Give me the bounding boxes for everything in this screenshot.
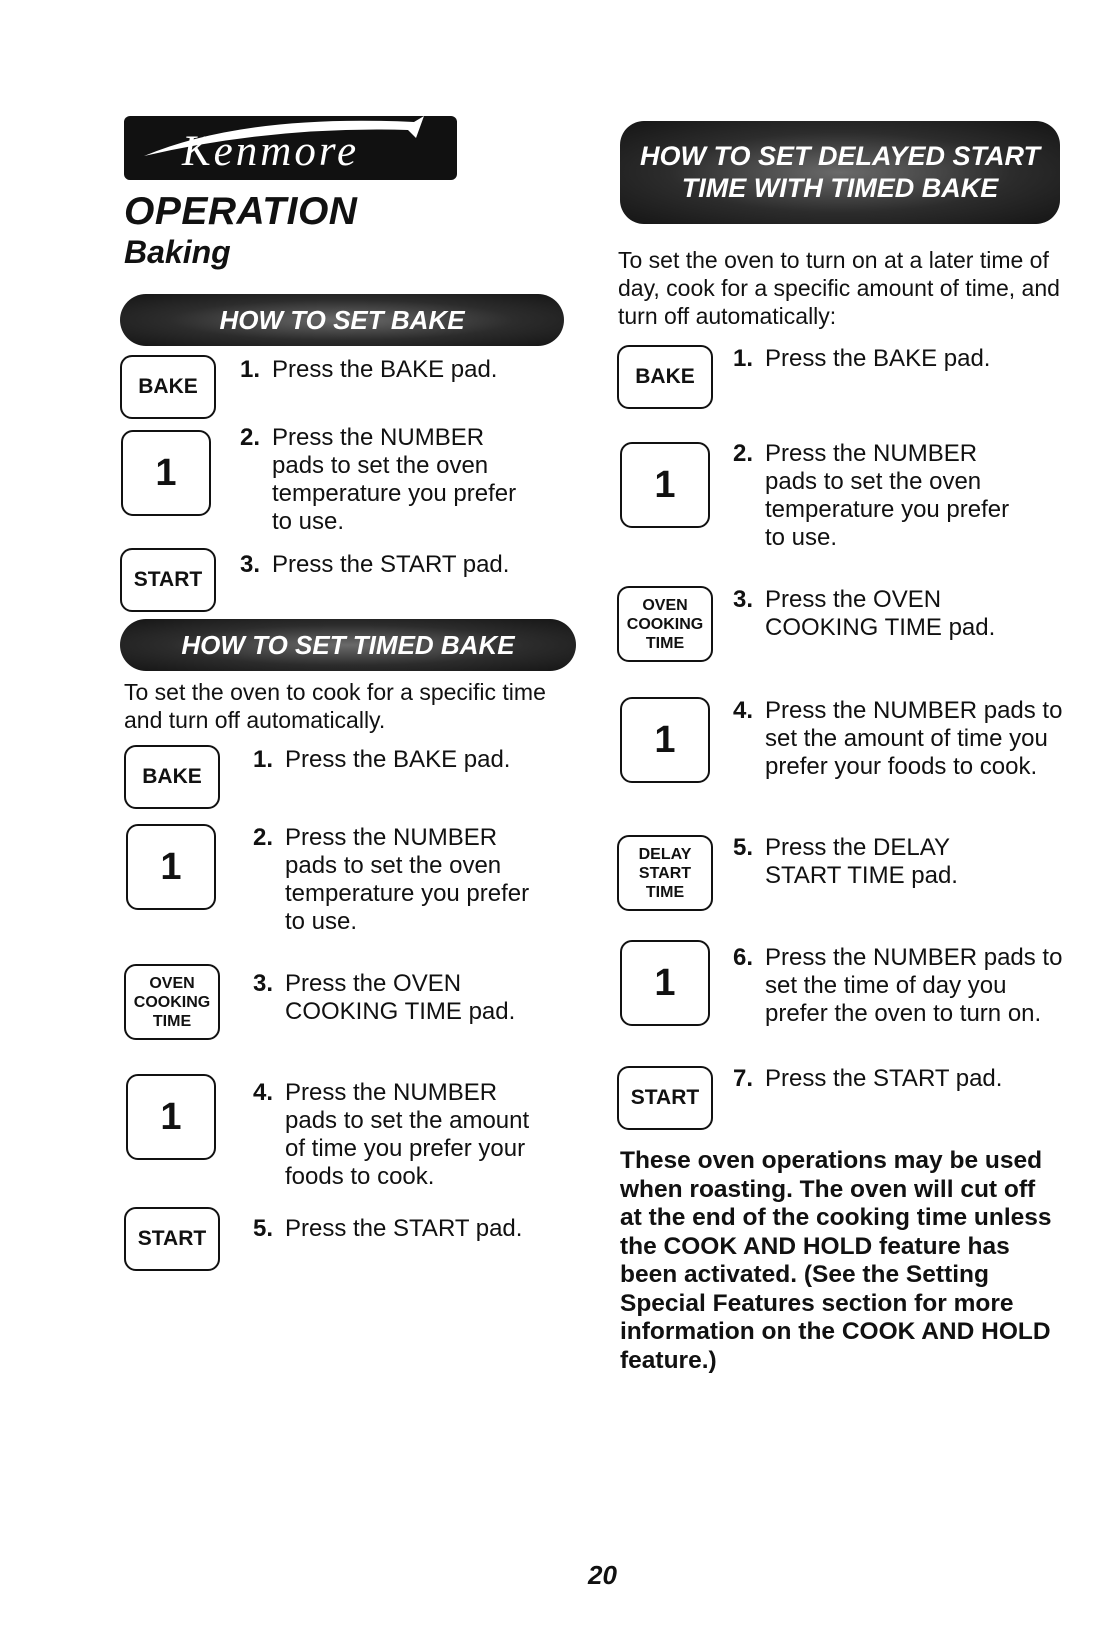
- step-number: 4.: [253, 1079, 274, 1106]
- step-number: 1.: [240, 356, 261, 383]
- delayed-start-banner: HOW TO SET DELAYED START TIME WITH TIMED BAKE: [620, 121, 1060, 224]
- set-bake-step-1: [240, 356, 560, 384]
- step-text: Press the BAKE pad.: [285, 746, 511, 773]
- delayed-step-5: [733, 834, 993, 890]
- step-text: Press the NUMBER pads to set the oven temperature you prefer to use.: [285, 824, 530, 935]
- delay-start-time-pad: DELAY START TIME: [617, 835, 713, 911]
- timed-bake-step-5: [253, 1215, 573, 1243]
- bake-pad: BAKE: [120, 355, 216, 419]
- step-text: Press the START pad.: [765, 1065, 1003, 1092]
- start-pad: START: [124, 1207, 220, 1271]
- timed-bake-step-2: [253, 824, 553, 936]
- step-text: Press the BAKE pad.: [272, 356, 498, 383]
- set-bake-banner: HOW TO SET BAKE: [120, 294, 564, 346]
- delayed-step-2: [733, 440, 1033, 552]
- delayed-step-1: [733, 345, 1053, 373]
- step-number: 5.: [253, 1215, 274, 1242]
- timed-bake-intro: To set the oven to cook for a specific time and turn off automatically.: [124, 679, 546, 733]
- logo-wordmark: Kenmore: [182, 128, 360, 175]
- set-bake-step-3: [240, 551, 560, 579]
- subsection-heading: Baking: [124, 234, 231, 270]
- step-number: 7.: [733, 1065, 754, 1092]
- step-number: 5.: [733, 834, 754, 861]
- start-pad: START: [617, 1066, 713, 1130]
- step-number: 3.: [733, 586, 754, 613]
- timed-bake-step-4: [253, 1079, 553, 1191]
- oven-cooking-time-pad: OVEN COOKING TIME: [617, 586, 713, 662]
- step-text: Press the NUMBER pads to set the oven temperature you prefer to use.: [272, 424, 517, 535]
- step-number: 3.: [240, 551, 261, 578]
- timed-bake-step-3: [253, 970, 553, 1026]
- step-text: Press the START pad.: [285, 1215, 523, 1242]
- timed-bake-banner: HOW TO SET TIMED BAKE: [120, 619, 576, 671]
- oven-cooking-time-pad: OVEN COOKING TIME: [124, 964, 220, 1040]
- delayed-step-3: [733, 586, 1033, 642]
- roasting-note: These oven operations may be used when roasting. The oven will cut off at the end of the cooking time unless the COOK AND HOLD feature has been activated. (See the Setting Special Features section for more information on the COOK AND HOLD feature.): [620, 1147, 1052, 1374]
- step-number: 1.: [253, 746, 274, 773]
- kenmore-logo: [124, 116, 457, 180]
- step-text: Press the START pad.: [272, 551, 510, 578]
- delayed-step-4: [733, 697, 1063, 781]
- step-text: Press the NUMBER pads to set the time of day you prefer the oven to turn on.: [765, 944, 1063, 1027]
- step-number: 1.: [733, 345, 754, 372]
- step-number: 4.: [733, 697, 754, 724]
- step-text: Press the DELAY START TIME pad.: [765, 834, 958, 889]
- delayed-start-intro: To set the oven to turn on at a later time of day, cook for a specific amount of time, and turn off automatically:: [618, 247, 1060, 329]
- timed-bake-step-1: [253, 746, 573, 774]
- number-pad: 1: [126, 1074, 216, 1160]
- step-number: 2.: [240, 424, 261, 451]
- start-pad: START: [120, 548, 216, 612]
- delayed-step-7: [733, 1065, 1063, 1093]
- delayed-step-6: [733, 944, 1063, 1028]
- step-text: Press the NUMBER pads to set the oven temperature you prefer to use.: [765, 440, 1010, 551]
- step-number: 3.: [253, 970, 274, 997]
- set-bake-step-2: [240, 424, 540, 536]
- step-text: Press the NUMBER pads to set the amount of time you prefer your foods to cook.: [765, 697, 1063, 780]
- number-pad: 1: [121, 430, 211, 516]
- step-text: Press the OVEN COOKING TIME pad.: [765, 586, 996, 641]
- number-pad: 1: [620, 940, 710, 1026]
- step-number: 6.: [733, 944, 754, 971]
- bake-pad: BAKE: [617, 345, 713, 409]
- bake-pad: BAKE: [124, 745, 220, 809]
- number-pad: 1: [620, 697, 710, 783]
- number-pad: 1: [620, 442, 710, 528]
- number-pad: 1: [126, 824, 216, 910]
- step-number: 2.: [733, 440, 754, 467]
- step-text: Press the NUMBER pads to set the amount of time you prefer your foods to cook.: [285, 1079, 530, 1190]
- step-number: 2.: [253, 824, 274, 851]
- step-text: Press the BAKE pad.: [765, 345, 991, 372]
- page-number: 20: [588, 1560, 617, 1590]
- section-heading: OPERATION: [124, 190, 358, 233]
- step-text: Press the OVEN COOKING TIME pad.: [285, 970, 516, 1025]
